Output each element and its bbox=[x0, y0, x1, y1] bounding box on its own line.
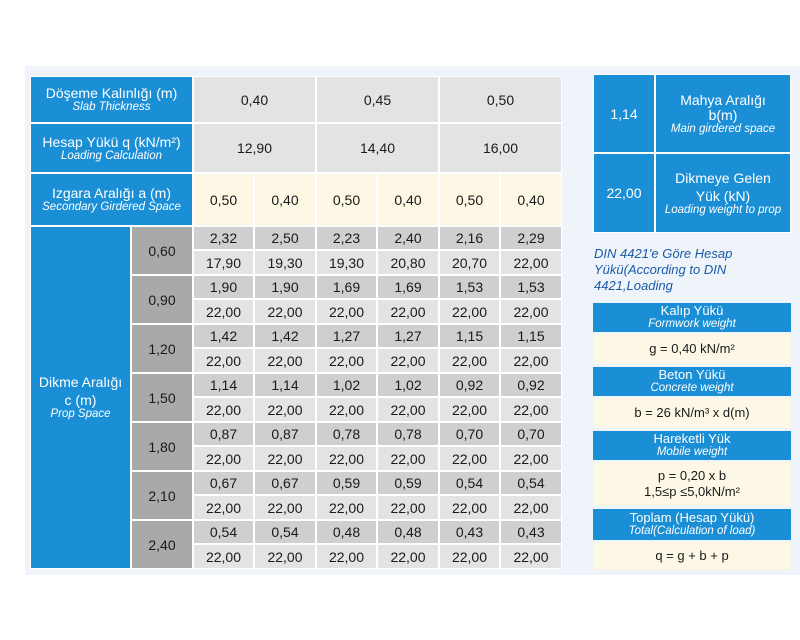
table-cell-load: 22,00 bbox=[500, 250, 562, 275]
mobile-formula-line2: 1,5≤p ≤5,0kN/m² bbox=[644, 484, 740, 499]
table-cell-span: 1,90 bbox=[193, 275, 254, 299]
total-load-title: Toplam (Hesap Yükü) bbox=[629, 510, 755, 525]
main-girder-value: 1,14 bbox=[593, 74, 655, 153]
table-cell-span: 0,67 bbox=[254, 471, 316, 495]
slab-value: 0,40 bbox=[193, 76, 316, 123]
table-cell-span: 1,53 bbox=[439, 275, 500, 299]
total-formula-text: q = g + b + p bbox=[655, 548, 729, 563]
prop-space-title: Dikme Aralığı bbox=[38, 374, 123, 390]
table-cell-load: 22,00 bbox=[193, 495, 254, 520]
prop-load-unit: Yük (kN) bbox=[695, 187, 751, 204]
table-cell-span: 2,40 bbox=[377, 226, 439, 250]
table-cell-load: 22,00 bbox=[254, 397, 316, 422]
load-value: 16,00 bbox=[439, 123, 562, 173]
loading-calculation-subtitle: Loading Calculation bbox=[60, 149, 163, 162]
table-cell-load: 22,00 bbox=[254, 495, 316, 520]
table-cell-span: 2,50 bbox=[254, 226, 316, 250]
table-cell-span: 1,27 bbox=[316, 324, 377, 348]
table-cell-span: 0,48 bbox=[316, 520, 377, 544]
concrete-weight-header bbox=[593, 367, 791, 396]
table-cell-load: 22,00 bbox=[500, 299, 562, 324]
table-cell-load: 22,00 bbox=[254, 544, 316, 569]
table-cell-span: 0,70 bbox=[500, 422, 562, 446]
table-cell-span: 1,02 bbox=[377, 373, 439, 397]
table-cell-load: 20,80 bbox=[377, 250, 439, 275]
table-cell-span: 0,70 bbox=[439, 422, 500, 446]
table-cell-load: 22,00 bbox=[377, 348, 439, 373]
main-girder-subtitle: Main girdered space bbox=[670, 122, 776, 135]
table-cell-span: 1,69 bbox=[316, 275, 377, 299]
prop-load-title: Dikmeye Gelen bbox=[675, 169, 771, 186]
grid-spacing-value: 0,50 bbox=[439, 173, 500, 226]
grid-spacing-title: Izgara Aralığı a (m) bbox=[51, 185, 172, 201]
formwork-weight-formula bbox=[593, 334, 791, 364]
table-cell-span: 0,59 bbox=[316, 471, 377, 495]
table-cell-span: 0,87 bbox=[254, 422, 316, 446]
table-cell-load: 22,00 bbox=[316, 397, 377, 422]
grid-spacing-value: 0,40 bbox=[500, 173, 562, 226]
table-cell-load: 22,00 bbox=[193, 348, 254, 373]
table-cell-load: 22,00 bbox=[254, 299, 316, 324]
table-cell-span: 0,78 bbox=[316, 422, 377, 446]
table-cell-load: 22,00 bbox=[316, 544, 377, 569]
table-cell-span: 0,54 bbox=[500, 471, 562, 495]
table-cell-load: 22,00 bbox=[377, 495, 439, 520]
prop-spacing-label: 2,10 bbox=[131, 471, 193, 520]
table-cell-span: 0,87 bbox=[193, 422, 254, 446]
grid-spacing-value: 0,50 bbox=[316, 173, 377, 226]
table-cell-span: 2,32 bbox=[193, 226, 254, 250]
total-load-header bbox=[593, 509, 791, 540]
table-cell-load: 22,00 bbox=[193, 544, 254, 569]
table-cell-load: 22,00 bbox=[439, 397, 500, 422]
table-cell-span: 1,27 bbox=[377, 324, 439, 348]
load-value: 12,90 bbox=[193, 123, 316, 173]
prop-spacing-label: 1,80 bbox=[131, 422, 193, 471]
prop-spacing-label: 1,50 bbox=[131, 373, 193, 422]
total-load-subtitle: Total(Calculation of load) bbox=[628, 525, 756, 537]
total-load-formula bbox=[593, 542, 791, 570]
table-cell-span: 1,02 bbox=[316, 373, 377, 397]
table-cell-load: 19,30 bbox=[316, 250, 377, 275]
table-cell-span: 1,90 bbox=[254, 275, 316, 299]
table-cell-span: 1,69 bbox=[377, 275, 439, 299]
table-cell-span: 0,67 bbox=[193, 471, 254, 495]
prop-spacing-label: 2,40 bbox=[131, 520, 193, 569]
concrete-weight-title: Beton Yükü bbox=[658, 367, 726, 382]
table-cell-span: 1,15 bbox=[500, 324, 562, 348]
formwork-weight-subtitle: Formwork weight bbox=[648, 318, 736, 330]
table-cell-span: 2,23 bbox=[316, 226, 377, 250]
table-cell-span: 1,42 bbox=[193, 324, 254, 348]
table-cell-load: 22,00 bbox=[193, 299, 254, 324]
concrete-weight-subtitle: Concrete weight bbox=[650, 382, 734, 394]
slab-value: 0,50 bbox=[439, 76, 562, 123]
main-girder-unit: b(m) bbox=[708, 106, 738, 123]
slab-thickness-header bbox=[30, 76, 193, 123]
table-cell-load: 22,00 bbox=[500, 397, 562, 422]
mobile-weight-subtitle: Mobile weight bbox=[656, 446, 728, 458]
grid-spacing-header bbox=[30, 173, 193, 226]
prop-load-label bbox=[655, 153, 791, 233]
mobile-weight-title: Hareketli Yük bbox=[653, 431, 731, 446]
concrete-weight-formula bbox=[593, 398, 791, 428]
table-cell-load: 22,00 bbox=[500, 544, 562, 569]
concrete-formula-text: b = 26 kN/m³ x d(m) bbox=[634, 405, 750, 420]
mobile-formula-line1: p = 0,20 x b bbox=[657, 468, 727, 483]
prop-space-subtitle: Prop Space bbox=[50, 408, 111, 420]
table-cell-load: 22,00 bbox=[316, 299, 377, 324]
table-cell-span: 1,14 bbox=[254, 373, 316, 397]
table-cell-span: 0,92 bbox=[439, 373, 500, 397]
grid-spacing-subtitle: Secondary Girdered Space bbox=[42, 201, 181, 213]
loading-calculation-title: Hesap Yükü q (kN/m²) bbox=[42, 133, 181, 150]
table-cell-load: 22,00 bbox=[316, 495, 377, 520]
load-value: 14,40 bbox=[316, 123, 439, 173]
table-cell-load: 22,00 bbox=[439, 495, 500, 520]
table-cell-span: 0,54 bbox=[254, 520, 316, 544]
table-cell-span: 1,14 bbox=[193, 373, 254, 397]
prop-load-value: 22,00 bbox=[593, 153, 655, 233]
table-cell-load: 22,00 bbox=[377, 544, 439, 569]
mobile-weight-formula bbox=[593, 462, 791, 506]
loading-calculation-header bbox=[30, 123, 193, 173]
formwork-weight-header bbox=[593, 303, 791, 332]
prop-spacing-label: 0,90 bbox=[131, 275, 193, 324]
table-cell-span: 2,16 bbox=[439, 226, 500, 250]
table-cell-span: 1,42 bbox=[254, 324, 316, 348]
slab-thickness-subtitle: Slab Thickness bbox=[72, 101, 151, 113]
table-cell-load: 17,90 bbox=[193, 250, 254, 275]
prop-spacing-label: 0,60 bbox=[131, 226, 193, 275]
table-cell-load: 22,00 bbox=[500, 348, 562, 373]
main-girder-title: Mahya Aralığı bbox=[680, 91, 766, 108]
table-cell-span: 0,78 bbox=[377, 422, 439, 446]
table-cell-load: 22,00 bbox=[439, 299, 500, 324]
table-cell-span: 0,92 bbox=[500, 373, 562, 397]
grid-spacing-value: 0,50 bbox=[193, 173, 254, 226]
formwork-weight-title: Kalıp Yükü bbox=[660, 303, 724, 318]
table-cell-span: 0,54 bbox=[439, 471, 500, 495]
table-cell-load: 20,70 bbox=[439, 250, 500, 275]
table-cell-span: 2,29 bbox=[500, 226, 562, 250]
prop-space-unit: c (m) bbox=[64, 392, 97, 408]
slab-thickness-title: Döşeme Kalınlığı (m) bbox=[45, 85, 178, 101]
table-cell-span: 0,43 bbox=[439, 520, 500, 544]
prop-spacing-label: 1,20 bbox=[131, 324, 193, 373]
main-girder-label bbox=[655, 74, 791, 153]
table-cell-load: 22,00 bbox=[193, 397, 254, 422]
table-cell-span: 0,48 bbox=[377, 520, 439, 544]
table-cell-load: 22,00 bbox=[316, 446, 377, 471]
table-cell-span: 1,15 bbox=[439, 324, 500, 348]
table-cell-load: 22,00 bbox=[500, 446, 562, 471]
table-cell-load: 22,00 bbox=[439, 544, 500, 569]
din-4421-caption: DIN 4421'e Göre Hesap Yükü(According to DIN 4421,Loading bbox=[594, 246, 733, 293]
formwork-formula-text: g = 0,40 kN/m² bbox=[649, 341, 735, 356]
prop-space-header bbox=[30, 226, 131, 569]
table-cell-load: 22,00 bbox=[500, 495, 562, 520]
table-cell-load: 22,00 bbox=[439, 348, 500, 373]
grid-spacing-value: 0,40 bbox=[377, 173, 439, 226]
table-cell-span: 0,59 bbox=[377, 471, 439, 495]
table-cell-span: 1,53 bbox=[500, 275, 562, 299]
mobile-weight-header bbox=[593, 431, 791, 460]
grid-spacing-value: 0,40 bbox=[254, 173, 316, 226]
table-cell-load: 19,30 bbox=[254, 250, 316, 275]
table-cell-load: 22,00 bbox=[377, 446, 439, 471]
table-cell-load: 22,00 bbox=[254, 348, 316, 373]
table-cell-load: 22,00 bbox=[254, 446, 316, 471]
table-cell-span: 0,54 bbox=[193, 520, 254, 544]
table-cell-load: 22,00 bbox=[377, 299, 439, 324]
table-cell-load: 22,00 bbox=[439, 446, 500, 471]
table-cell-span: 0,43 bbox=[500, 520, 562, 544]
table-cell-load: 22,00 bbox=[316, 348, 377, 373]
table-cell-load: 22,00 bbox=[193, 446, 254, 471]
prop-load-subtitle: Loading weight to prop bbox=[664, 203, 782, 216]
table-cell-load: 22,00 bbox=[377, 397, 439, 422]
slab-value: 0,45 bbox=[316, 76, 439, 123]
